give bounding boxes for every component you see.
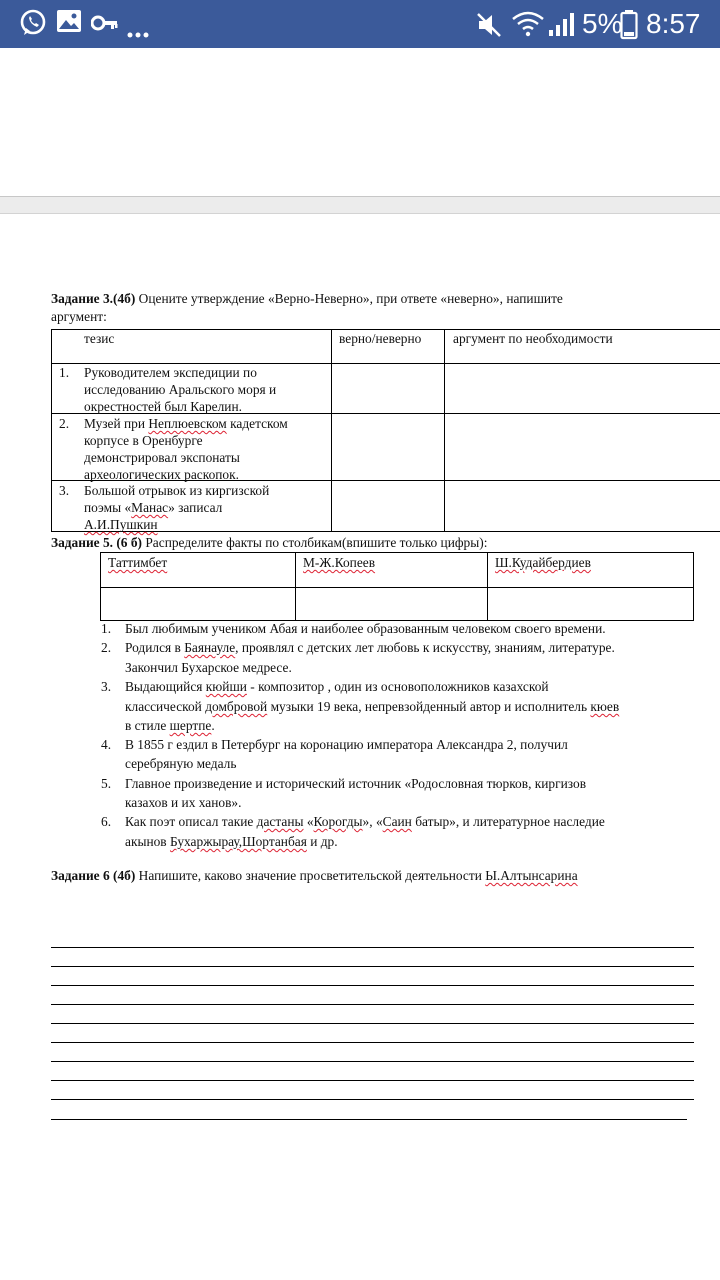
- task6-title-bold: Задание 6 (4б): [51, 868, 136, 883]
- row-statement: Руководителем экспедиции по: [84, 365, 257, 380]
- table-header-true-false: верно/неверно: [339, 331, 422, 346]
- row-statement: Музей при Неплюевском кадетском: [84, 416, 288, 431]
- answer-line: [51, 947, 694, 948]
- row-statement: окрестностей был Карелин.: [84, 399, 242, 414]
- fact-number: 5.: [101, 776, 112, 791]
- gallery-icon: [56, 8, 82, 39]
- fact-text: Как поэт описал такие дастаны «Корогды», «Саин батыр», и литературное наследие: [125, 814, 605, 829]
- task6-title-name: Ы.Алтынсарина: [485, 868, 578, 883]
- document-page: [0, 214, 720, 1280]
- fact-text: классической домбровой музыки 19 века, непревзойденный автор и исполнитель кюев: [125, 699, 620, 714]
- task3-title: [51, 291, 563, 308]
- row-number: 2.: [59, 416, 70, 431]
- signal-icon: [547, 12, 575, 43]
- clock: 8:57: [646, 8, 701, 39]
- answer-line: [51, 1080, 694, 1081]
- row-number: 1.: [59, 365, 70, 380]
- row-statement: демонстрировал экспонаты: [84, 450, 240, 465]
- fact-text: Родился в Баянауле, проявлял с детских лет любовь к искусству, знаниям, литературе.: [125, 640, 615, 655]
- answer-line: [51, 1004, 694, 1005]
- table-header-thesis: тезис: [84, 331, 115, 346]
- table-header-argument: аргумент по необходимости: [453, 331, 613, 346]
- fact-text: Был любимым учеником Абая и наиболее образованным человеком своего времени.: [125, 621, 606, 636]
- row-statement: А.И.Пушкин: [84, 517, 158, 532]
- task6-title: [51, 868, 578, 885]
- battery-percent: 5%: [582, 8, 623, 39]
- wifi-icon: [511, 9, 545, 42]
- task5-title: [51, 535, 487, 552]
- fact-text: акынов Бухаржырау,Шортанбая и др.: [125, 834, 338, 849]
- answer-line: [51, 985, 694, 986]
- task3-title-bold: Задание 3.(4б): [51, 291, 136, 306]
- column-header: Таттимбет: [108, 555, 168, 570]
- fact-text: казахов и их ханов».: [125, 795, 242, 810]
- answer-line: [51, 1061, 694, 1062]
- fact-number: 3.: [101, 679, 112, 694]
- task6-title-text: Напишите, каково значение просветительской деятельности: [135, 868, 486, 883]
- fact-text: в стиле шертпе.: [125, 718, 215, 733]
- answer-line: [51, 1119, 687, 1120]
- task5-title-text: Распределите факты по столбикам(впишите только цифры):: [142, 535, 488, 550]
- task3-title-line2: аргумент:: [51, 309, 107, 324]
- answer-line: [51, 1099, 694, 1100]
- blank-top-area: [0, 48, 720, 196]
- answer-line: [51, 1023, 694, 1024]
- row-statement: корпусе в Оренбурге: [84, 433, 203, 448]
- fact-text: Выдающийся кюйши - композитор , один из основоположников казахской: [125, 679, 549, 694]
- status-bar: [0, 0, 720, 48]
- fact-text: серебряную медаль: [125, 756, 237, 771]
- fact-text: Закончил Бухарское медресе.: [125, 660, 292, 675]
- task5-title-bold: Задание 5. (6 б): [51, 535, 143, 550]
- row-statement: исследованию Аральского моря и: [84, 382, 277, 397]
- fact-text: Главное произведение и исторический источник «Родословная тюрков, киргизов: [125, 776, 587, 791]
- task3-title-text: Оцените утверждение «Верно-Неверно», при ответе «неверно», напишите: [135, 291, 563, 306]
- row-statement: поэмы «Манас» записал: [84, 500, 223, 515]
- row-number: 3.: [59, 483, 70, 498]
- fact-number: 6.: [101, 814, 112, 829]
- row-statement: Большой отрывок из киргизской: [84, 483, 270, 498]
- fact-text: В 1855 г ездил в Петербург на коронацию императора Александра 2, получил: [125, 737, 568, 752]
- row-statement: археологических раскопок.: [84, 467, 239, 482]
- fact-number: 2.: [101, 640, 112, 655]
- more-notifications-icon: [127, 26, 151, 44]
- column-header: Ш.Кудайбердиев: [495, 555, 591, 570]
- key-icon: [91, 12, 119, 39]
- answer-line: [51, 966, 694, 967]
- page-separator: [0, 197, 720, 213]
- battery-icon: [620, 10, 638, 45]
- answer-line: [51, 1042, 694, 1043]
- fact-number: 4.: [101, 737, 112, 752]
- column-header: М-Ж.Копеев: [303, 555, 376, 570]
- mute-icon: [475, 11, 503, 44]
- whatsapp-icon: [18, 8, 48, 43]
- fact-number: 1.: [101, 621, 112, 636]
